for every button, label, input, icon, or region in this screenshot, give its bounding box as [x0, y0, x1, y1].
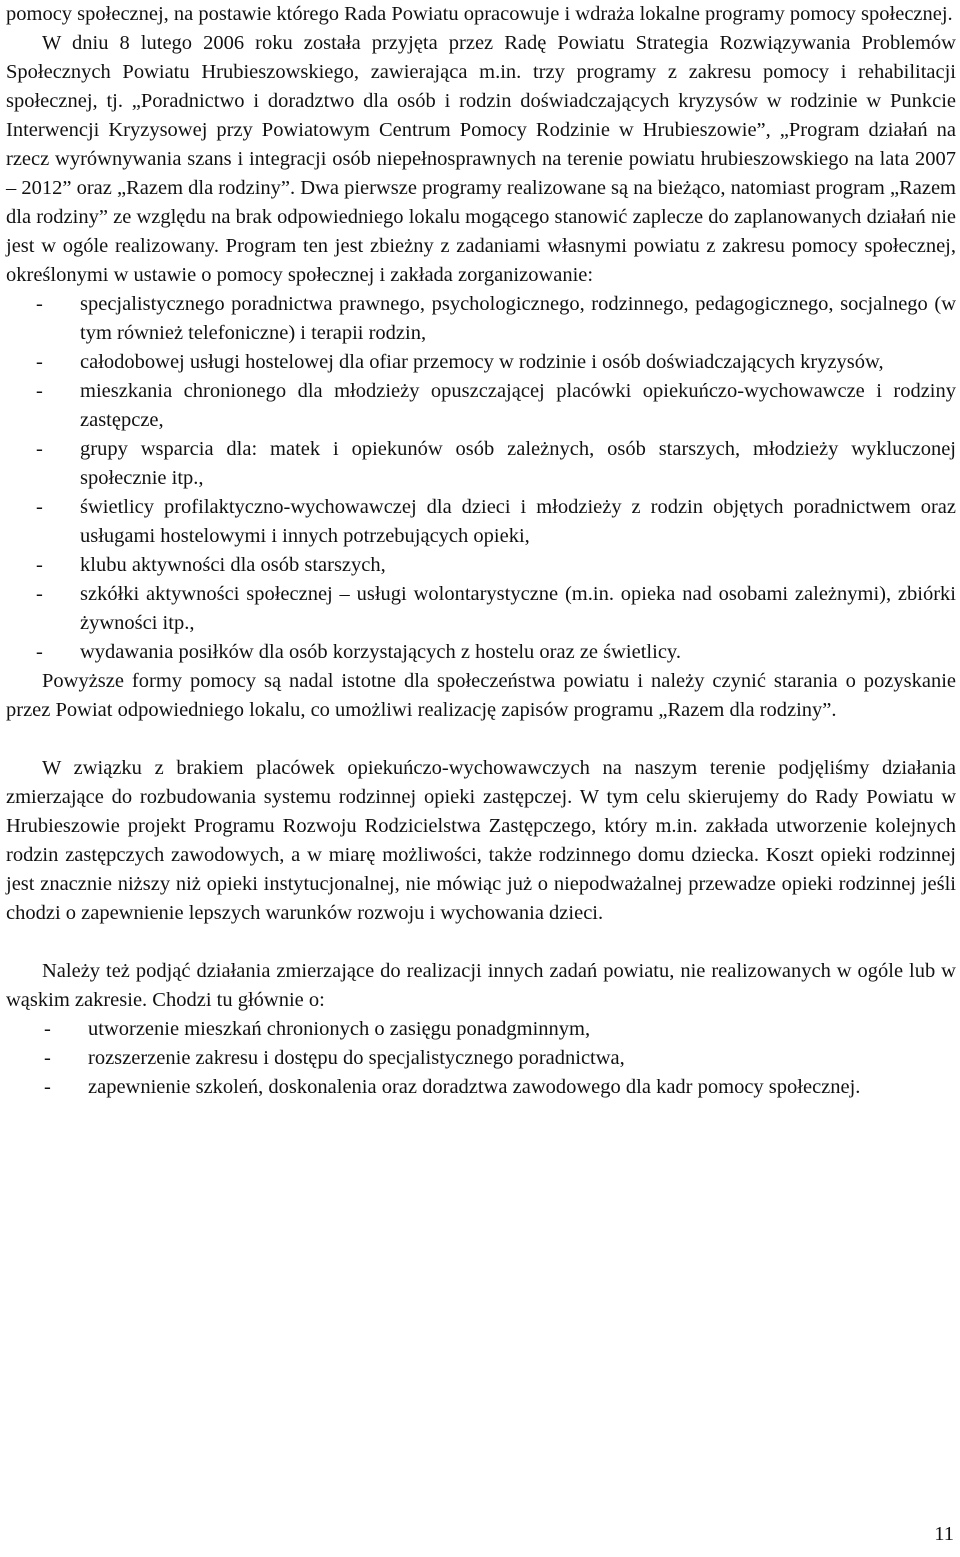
program-components-list: [6, 290, 956, 667]
list-item: - mieszkania chronionego dla młodzieży opuszczającej placówki opiekuńczo-wychowawcze i rodziny zastępcze,: [6, 377, 956, 435]
paragraph-foster-care: W związku z brakiem placówek opiekuńczo-wychowawczych na naszym terenie podjęliśmy działania zmierzające do rozbudowania systemu rodzinnej opieki zastępczej. W tym celu skierujemy do Rady Powiatu w Hrubieszowie projekt Programu Rozwoju Rodzicielstwa Zastępczego, który m.in. zakłada utworzenie kolejnych rodzin zastępczych zawodowych, a w miarę możliwości, także rodzinnego domu dziecka. Koszt opieki rodzinnej jest znacznie niższy niż opieki instytucjonalnej, nie mówiąc już o niepodważalnej przewadze opieki rodzinnej jeśli chodzi o zapewnienie lepszych warunków rozwoju i wychowania dzieci.: [6, 757, 956, 924]
dash-marker: -: [44, 1018, 51, 1040]
page-number: 11: [934, 1523, 954, 1545]
dash-marker: -: [44, 1076, 51, 1098]
dash-marker: -: [44, 1047, 51, 1069]
other-tasks-list: [6, 1015, 956, 1102]
list-item: - zapewnienie szkoleń, doskonalenia oraz doradztwa zawodowego dla kadr pomocy społecznej.: [6, 1073, 956, 1102]
dash-marker: -: [36, 293, 43, 315]
dash-marker: -: [36, 496, 43, 518]
paragraph-strategy: W dniu 8 lutego 2006 roku została przyjęta przez Radę Powiatu Strategia Rozwiązywania Problemów Społecznych Powiatu Hrubieszowskiego, zawierająca m.in. trzy programy z zakresu pomocy i rehabilitacji społecznej, tj. „Poradnictwo i doradztwo dla osób i rodzin doświadczających kryzysów w rodzinie w Punkcie Interwencji Kryzysowej przy Powiatowym Centrum Pomocy Rodzinie w Hrubieszowie”, „Program działań na rzecz wyrównywania szans i integracji osób niepełnosprawnych na terenie powiatu hrubieszowskiego na lata 2007 – 2012” oraz „Razem dla rodziny”. Dwa pierwsze programy realizowane są na bieżąco, natomiast program „Razem dla rodziny” ze względu na brak odpowiedniego lokalu mogącego stanowić zaplecze do zaplanowanych działań nie jest w ogóle realizowany. Program ten jest zbieżny z zadaniami własnymi powiatu z zakresu pomocy społecznej, określonymi w ustawie o pomocy społecznej i zakłada zorganizowanie:: [6, 32, 956, 286]
dash-marker: -: [36, 583, 43, 605]
paragraph-continuation: pomocy społecznej, na postawie którego Rada Powiatu opracowuje i wdraża lokalne programy pomocy społecznej.: [6, 3, 953, 25]
paragraph-other-tasks: Należy też podjąć działania zmierzające do realizacji innych zadań powiatu, nie realizowanych w ogóle lub w wąskim zakresie. Chodzi tu głównie o:: [6, 960, 956, 1011]
dash-marker: -: [36, 438, 43, 460]
list-item: - wydawania posiłków dla osób korzystających z hostelu oraz ze świetlicy.: [6, 638, 956, 667]
list-item: - całodobowej usługi hostelowej dla ofiar przemocy w rodzinie i osób doświadczających kryzysów,: [6, 348, 956, 377]
list-item: - utworzenie mieszkań chronionych o zasięgu ponadgminnym,: [6, 1015, 956, 1044]
dash-marker: -: [36, 554, 43, 576]
list-item: - szkółki aktywności społecznej – usługi wolontarystyczne (m.in. opieka nad osobami zależnymi), zbiórki żywności itp.,: [6, 580, 956, 638]
list-item: - rozszerzenie zakresu i dostępu do specjalistycznego poradnictwa,: [6, 1044, 956, 1073]
list-item: - świetlicy profilaktyczno-wychowawczej dla dzieci i młodzieży z rodzin objętych poradnictwem oraz usługami hostelowymi i innych potrzebujących opieki,: [6, 493, 956, 551]
list-item: - grupy wsparcia dla: matek i opiekunów osób zależnych, osób starszych, młodzieży wykluczonej społecznie itp.,: [6, 435, 956, 493]
dash-marker: -: [36, 380, 43, 402]
list-item: - klubu aktywności dla osób starszych,: [6, 551, 956, 580]
dash-marker: -: [36, 351, 43, 373]
list-item: - specjalistycznego poradnictwa prawnego, psychologicznego, rodzinnego, pedagogicznego, socjalnego (w tym również telefoniczne) i terapii rodzin,: [6, 290, 956, 348]
paragraph-razem-dla-rodziny: Powyższe formy pomocy są nadal istotne dla społeczeństwa powiatu i należy czynić starania o pozyskanie przez Powiat odpowiedniego lokalu, co umożliwi realizację zapisów programu „Razem dla rodziny”.: [6, 670, 956, 721]
document-page: [6, 0, 956, 1102]
dash-marker: -: [36, 641, 43, 663]
